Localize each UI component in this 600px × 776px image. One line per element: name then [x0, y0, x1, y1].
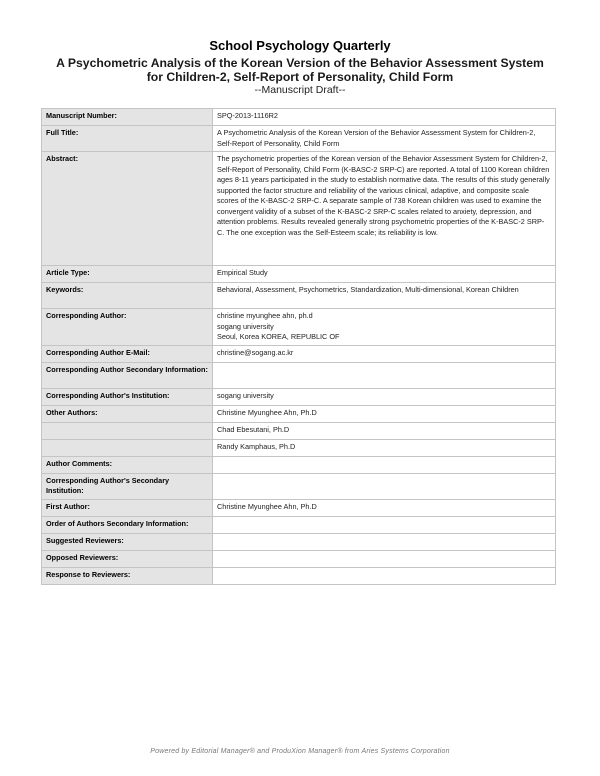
manuscript-title	[0, 56, 600, 84]
field-value	[213, 388, 556, 405]
field-value-line: christine myunghee ahn, ph.d	[217, 311, 313, 320]
footer-credit: Powered by Editorial Manager® and ProduXion Manager® from Aries Systems Corporation	[150, 748, 450, 755]
info-row	[42, 422, 556, 439]
manuscript-info-table	[41, 108, 556, 585]
info-row	[42, 516, 556, 533]
field-value	[213, 109, 556, 126]
field-value	[213, 516, 556, 533]
field-label: Abstract:	[42, 152, 213, 266]
info-row	[42, 388, 556, 405]
field-label: Corresponding Author E-Mail:	[42, 345, 213, 362]
field-value-line: A Psychometric Analysis of the Korean Version of the Behavior Assessment System for Children-2, Self-Report of Personality, Child Form	[217, 128, 536, 148]
field-value	[213, 567, 556, 584]
journal-name: School Psychology Quarterly	[209, 38, 391, 53]
manuscript-info-body	[42, 109, 556, 585]
field-value	[213, 362, 556, 388]
field-value	[213, 266, 556, 283]
field-value	[213, 439, 556, 456]
info-row	[42, 345, 556, 362]
field-value	[213, 126, 556, 152]
info-row	[42, 405, 556, 422]
field-label: Author Comments:	[42, 456, 213, 473]
title-line-1: A Psychometric Analysis of the Korean Version of the Behavior Assessment System	[56, 56, 544, 70]
field-value	[213, 309, 556, 346]
field-value	[213, 456, 556, 473]
field-label	[42, 439, 213, 456]
field-value	[213, 550, 556, 567]
info-row	[42, 550, 556, 567]
info-row	[42, 309, 556, 346]
info-row	[42, 567, 556, 584]
field-value-line: Empirical Study	[217, 268, 268, 277]
field-value-line: Seoul, Korea KOREA, REPUBLIC OF	[217, 332, 340, 341]
title-line-2: for Children-2, Self-Report of Personality, Child Form	[146, 70, 454, 84]
info-row	[42, 473, 556, 499]
field-label: Suggested Reviewers:	[42, 533, 213, 550]
field-value-line: christine@sogang.ac.kr	[217, 347, 294, 357]
info-row	[42, 362, 556, 388]
field-value	[213, 345, 556, 362]
field-label	[42, 422, 213, 439]
document-header	[0, 38, 600, 96]
info-row	[42, 283, 556, 309]
field-label: Order of Authors Secondary Information:	[42, 516, 213, 533]
info-row	[42, 266, 556, 283]
info-row	[42, 439, 556, 456]
info-row	[42, 533, 556, 550]
info-row	[42, 109, 556, 126]
field-value-line: sogang university	[217, 390, 274, 400]
field-value	[213, 152, 556, 266]
field-label: Opposed Reviewers:	[42, 550, 213, 567]
field-value-line: Christine Myunghee Ahn, Ph.D	[217, 501, 317, 511]
field-label: First Author:	[42, 499, 213, 516]
field-value-line: Chad Ebesutani, Ph.D	[217, 424, 290, 434]
draft-label: --Manuscript Draft--	[254, 84, 346, 96]
field-value-line: Behavioral, Assessment, Psychometrics, Standardization, Multi-dimensional, Korean Children	[217, 285, 519, 294]
field-label: Corresponding Author Secondary Information:	[42, 362, 213, 388]
field-value	[213, 533, 556, 550]
field-label: Corresponding Author:	[42, 309, 213, 346]
info-row	[42, 456, 556, 473]
field-label: Manuscript Number:	[42, 109, 213, 126]
field-label: Corresponding Author's Secondary Institution:	[42, 473, 213, 499]
field-value	[213, 499, 556, 516]
field-value	[213, 422, 556, 439]
field-value-line: sogang university	[217, 321, 274, 331]
field-value	[213, 473, 556, 499]
field-value-line: Randy Kamphaus, Ph.D	[217, 441, 296, 451]
info-row	[42, 126, 556, 152]
field-label: Full Title:	[42, 126, 213, 152]
field-label: Response to Reviewers:	[42, 567, 213, 584]
field-value-line: SPQ-2013-1116R2	[217, 111, 278, 120]
info-row	[42, 499, 556, 516]
field-value	[213, 405, 556, 422]
field-label: Article Type:	[42, 266, 213, 283]
field-value-line: Christine Myunghee Ahn, Ph.D	[217, 407, 317, 417]
field-value	[213, 283, 556, 309]
field-label: Other Authors:	[42, 405, 213, 422]
field-value-line: The psychometric properties of the Korean version of the Behavior Assessment System for Children-2, Self-Report of Personality, Child Form (K-BASC-2 SRP-C) are reported. A total of 1100 Korean children ages 8-11 years participated in the study to establish normative data. The results of this study generally supported the factor structure and reliability of the various clinical, adaptive, and composite scale scores of the K-BASC-2 SRP-C. A separate sample of 738 Korean children was used to examine the convergent validity of a subset of the K-BASC-2 SRP-C scales related to anxiety, depression, and attention problems. Results revealed generally strong psychometric properties of the K-BASC-2 SRP-C. The one exception was the Self-Esteem scale; its reliability is low.	[217, 154, 550, 237]
info-row	[42, 152, 556, 266]
field-label: Corresponding Author's Institution:	[42, 388, 213, 405]
field-label: Keywords:	[42, 283, 213, 309]
